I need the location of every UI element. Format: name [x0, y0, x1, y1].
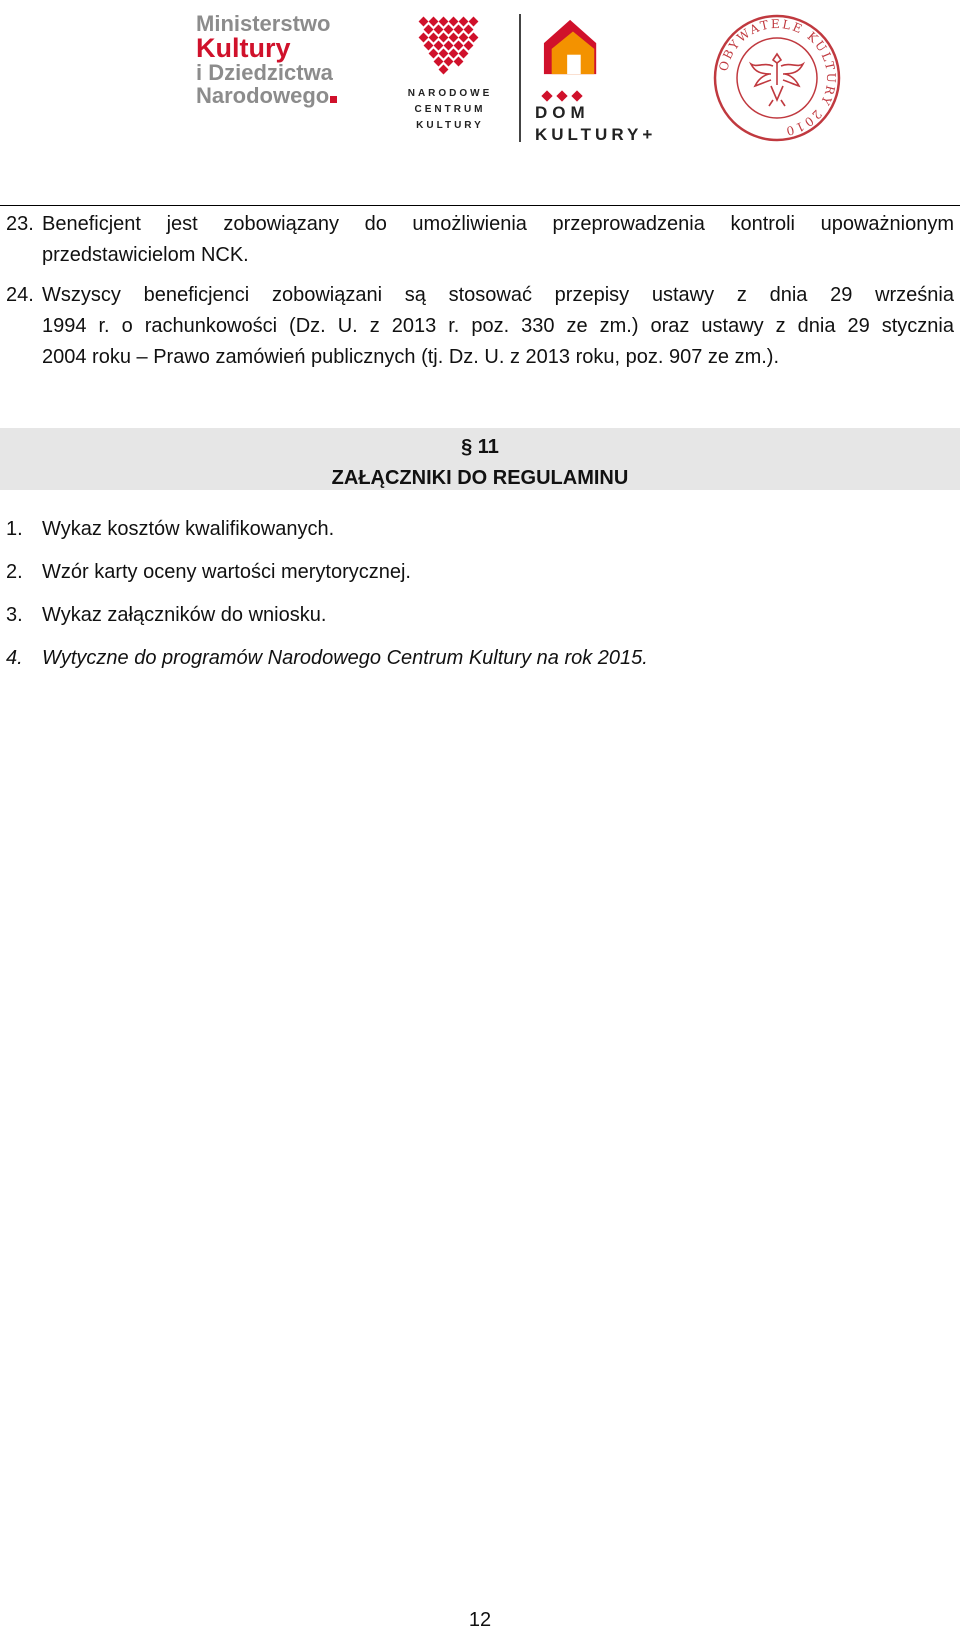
paragraph-23-line1: 23. Beneficjent jest zobowiązany do umożliwienia przeprowadzenia kontroli upoważnionym — [6, 209, 954, 240]
section-title: ZAŁĄCZNIKI DO REGULAMINU — [331, 467, 629, 489]
ministry-logo-line4: Narodowego — [196, 84, 337, 107]
nck-diamond — [459, 49, 469, 59]
ministry-logo-line1: Ministerstwo — [196, 11, 331, 36]
list-item-number: 1. — [6, 518, 23, 540]
paragraph-24-line3: 2004 roku – Prawo zamówień publicznych (tj. Dz. U. z 2013 roku, poz. 907 ze zm.). — [42, 346, 780, 368]
list-item-text: Wzór karty oceny wartości merytorycznej. — [42, 561, 411, 583]
list-item-text: Wykaz załączników do wniosku. — [42, 604, 327, 626]
list-item-number: 4. — [6, 647, 23, 669]
dom-kultury-line2: KULTURY+ — [535, 125, 657, 144]
nck-diamond — [439, 65, 449, 75]
nck-diamond — [464, 41, 474, 51]
paragraph-24-line2: 1994 r. o rachunkowości (Dz. U. z 2013 r. poz. 330 ze zm.) oraz ustawy z dnia 29 stycznia — [42, 315, 954, 337]
dom-kultury-logo — [535, 16, 675, 145]
house-icon — [537, 16, 607, 76]
logo-separator — [519, 14, 521, 142]
obywatele-kultury-seal-icon — [713, 14, 841, 142]
list-item-text: Wytyczne do programów Narodowego Centrum Kultury na rok 2015. — [42, 647, 648, 669]
list-item — [6, 558, 411, 586]
ministry-logo-line2: Kultury — [196, 33, 291, 63]
section-number: § 11 — [461, 436, 499, 458]
nck-logo — [400, 18, 500, 134]
ministry-logo — [196, 12, 337, 107]
paragraph-23-number: 23. — [6, 213, 34, 235]
ministry-logo-line3: i Dziedzictwa — [196, 60, 333, 85]
nck-diamond — [454, 57, 464, 67]
dom-kultury-line1: DOM — [535, 103, 590, 122]
svg-text:OBYWATELE KULTURY 2010: OBYWATELE KULTURY 2010 — [716, 16, 839, 139]
list-item — [6, 601, 326, 629]
nck-logo-line1: NARODOWE — [407, 88, 493, 99]
paragraph-23-line2: przedstawicielom NCK. — [42, 244, 249, 266]
nck-logo-line3: KULTURY — [416, 120, 484, 131]
nck-diamond-grid-icon — [420, 18, 480, 78]
header-divider — [0, 205, 960, 206]
dom-kultury-dots — [543, 87, 675, 97]
list-item — [6, 644, 648, 672]
nck-logo-text — [400, 86, 500, 134]
list-item-number: 2. — [6, 561, 23, 583]
list-item-number: 3. — [6, 604, 23, 626]
nck-diamond — [469, 33, 479, 43]
list-item — [6, 515, 334, 543]
nck-diamond — [469, 17, 479, 27]
paragraph-24-line1: 24. Wszyscy beneficjenci zobowiązani są stosować przepisy ustawy z dnia 29 września — [6, 280, 954, 311]
paragraph-24-number: 24. — [6, 284, 34, 306]
paragraph-24 — [6, 280, 954, 373]
ministry-logo-dot — [330, 96, 337, 103]
paragraph-23 — [6, 209, 954, 271]
nck-diamond — [444, 57, 454, 67]
page-number: 12 — [468, 1609, 492, 1631]
list-item-text: Wykaz kosztów kwalifikowanych. — [42, 518, 335, 540]
section-heading — [0, 432, 960, 494]
nck-logo-line2: CENTRUM — [414, 104, 486, 115]
